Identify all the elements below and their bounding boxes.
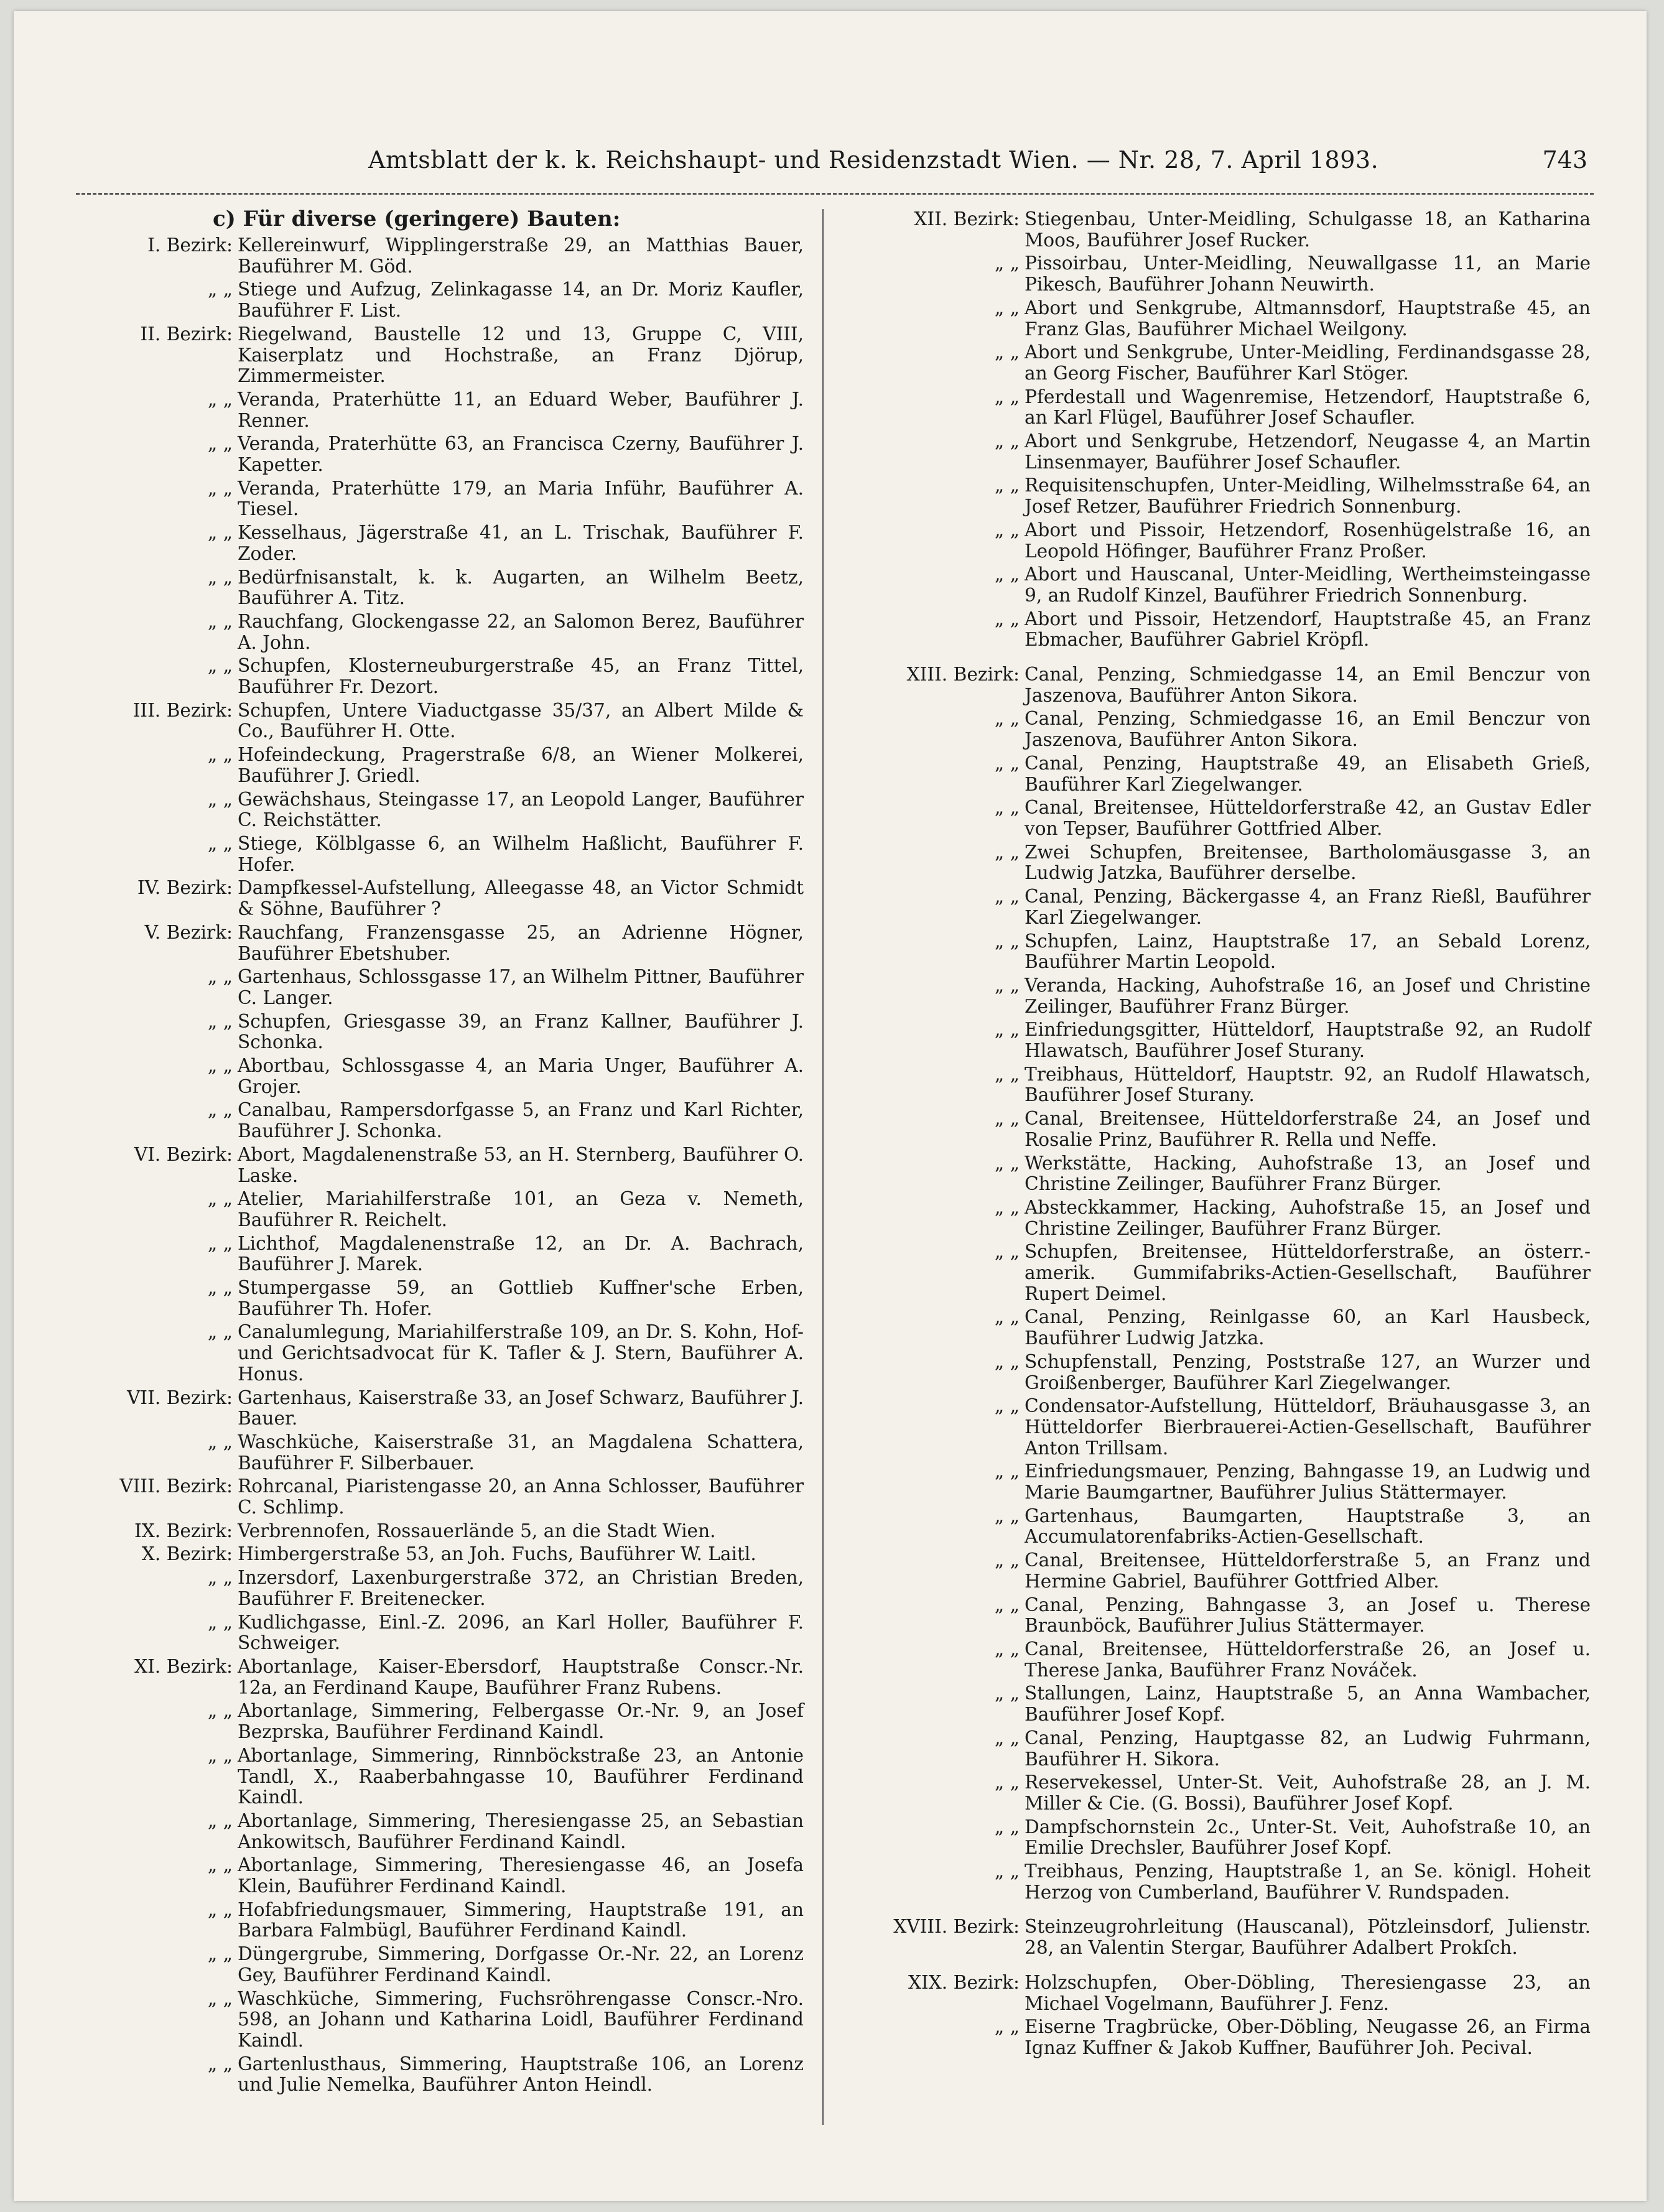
entry-text: Inzersdorf, Laxenburgerstraße 372, an Christian Breden, Bauführer F. Breitenecker. <box>238 1567 804 1609</box>
district-label: „ „ <box>994 1594 1020 1615</box>
district-label: X. Bezirk: <box>141 1543 233 1565</box>
entry-text: Steinzeugrohrleitung (Hauscanal), Pötzleinsdorf, Julienstr. 28, an Valentin Stergar, Bauführer Adalbert Prokſch. <box>1025 1916 1591 1959</box>
list-item <box>63 922 804 964</box>
entry-text: Stiege, Kölblgasse 6, an Wilhelm Haßlicht, Bauführer F. Hofer. <box>238 832 804 875</box>
district-label: III. Bezirk: <box>132 699 233 721</box>
list-item <box>63 523 804 564</box>
list-item <box>63 1234 804 1275</box>
list-item <box>850 1595 1591 1637</box>
entry-text: Gewächshaus, Steingasse 17, an Leopold Langer, Bauführer C. Reichstätter. <box>238 788 804 831</box>
entry-text: Abortbau, Schlossgasse 4, an Maria Unger, Bauführer A. Grojer. <box>238 1055 804 1097</box>
list-item <box>850 1197 1591 1239</box>
district-label: „ „ <box>207 1321 233 1343</box>
district-label: XII. Bezirk: <box>914 208 1020 230</box>
entry-text: Riegelwand, Baustelle 12 und 13, Gruppe C, VIII, Kaiserplatz und Hochstraße, an Franz Djörup, Zimmermeister. <box>238 323 804 387</box>
entry-text: Waschküche, Kaiserstraße 31, an Magdalena Schattera, Bauführer F. Silberbauer. <box>238 1431 804 1474</box>
district-label: „ „ <box>994 1550 1020 1571</box>
list-item <box>63 389 804 431</box>
entry-text: Abortanlage, Kaiser-Ebersdorf, Hauptstraße Conscr.-Nr. 12a, an Ferdinand Kaupe, Bauführer Franz Rubens. <box>238 1656 804 1698</box>
district-label: „ „ <box>207 1099 233 1121</box>
entry-text: Canal, Breitensee, Hütteldorferstraße 24, an Josef und Rosalie Prinz, Bauführer R. Rella und Neffe. <box>1025 1108 1591 1150</box>
list-item <box>63 434 804 475</box>
entry-text: Canal, Penzing, Hauptgasse 82, an Ludwig Fuhrmann, Bauführer H. Sikora. <box>1025 1727 1591 1770</box>
list-item <box>63 478 804 520</box>
district-label: „ „ <box>994 519 1020 541</box>
entry-text: Gartenlusthaus, Simmering, Hauptstraße 106, an Lorenz und Julie Nemelka, Bauführer Anton Heindl. <box>238 2053 804 2096</box>
entry-text: Canal, Breitensee, Hütteldorferstraße 42, an Gustav Edler von Tepser, Bauführer Gottfried Alber. <box>1025 797 1591 839</box>
entry-text: Eiserne Tragbrücke, Ober-Döbling, Neugasse 26, an Firma Ignaz Kuffner & Jakob Kuffner, Bauführer Joh. Pecival. <box>1025 2016 1591 2058</box>
list-item <box>850 1550 1591 1592</box>
entry-text: Dampfschornstein 2c., Unter-St. Veit, Auhofstraße 10, an Emilie Drechsler, Bauführer Josef Kopf. <box>1025 1816 1591 1859</box>
list-item <box>850 842 1591 884</box>
list-item <box>63 834 804 875</box>
entry-text: Gartenhaus, Kaiserstraße 33, an Josef Schwarz, Bauführer J. Bauer. <box>238 1387 804 1429</box>
district-label: „ „ <box>994 708 1020 730</box>
page-header <box>76 139 1594 188</box>
entry-text: Schupfen, Klosterneuburgerstraße 45, an Franz Tittel, Bauführer Fr. Dezort. <box>238 655 804 698</box>
district-label: „ „ <box>994 564 1020 585</box>
entry-text: Abortanlage, Simmering, Theresiengasse 46, an Josefa Klein, Bauführer Ferdinand Kaindl. <box>238 1854 804 1897</box>
entry-text: Schupfen, Lainz, Hauptstraße 17, an Sebald Lorenz, Bauführer Martin Leopold. <box>1025 930 1591 973</box>
district-label: IV. Bezirk: <box>137 877 233 899</box>
entry-text: Canalumlegung, Mariahilferstraße 109, an Dr. S. Kohn, Hof- und Gerichtsadvocat für K. Tafler & J. Stern, Bauführer A. Honus. <box>238 1321 804 1385</box>
district-label: „ „ <box>207 1898 233 1920</box>
district-label: „ „ <box>994 342 1020 363</box>
entry-text: Abort und Pissoir, Hetzendorf, Rosenhügelstraße 16, an Leopold Höfinger, Bauführer Franz Proßer. <box>1025 519 1591 562</box>
list-item <box>63 1855 804 1897</box>
list-item <box>63 235 804 277</box>
entry-text: Himbergerstraße 53, an Joh. Fuchs, Bauführer W. Laitl. <box>238 1543 756 1565</box>
list-item <box>850 975 1591 1017</box>
entry-text: Zwei Schupfen, Breitensee, Bartholomäusgasse 3, an Ludwig Jatzka, Bauführer derselbe. <box>1025 841 1591 884</box>
district-label: „ „ <box>207 1188 233 1210</box>
list-item <box>850 1064 1591 1106</box>
section-heading: c) Für diverse (geringere) Bauten: <box>213 207 621 231</box>
district-label: „ „ <box>207 1010 233 1032</box>
district-label: „ „ <box>994 1306 1020 1328</box>
district-label: „ „ <box>994 2016 1020 2038</box>
district-label: „ „ <box>994 1350 1020 1372</box>
entry-text: Abortanlage, Simmering, Rinnböckstraße 23, an Antonie Tandl, X., Raaberbahngasse 10, Bauführer Ferdinand Kaindl. <box>238 1744 804 1808</box>
newspaper-page <box>14 11 1647 2201</box>
entry-text: Abort und Senkgrube, Unter-Meidling, Ferdinandsgasse 28, an Georg Fischer, Bauführer Karl Stöger. <box>1025 342 1591 384</box>
list-item <box>850 1307 1591 1349</box>
district-label: „ „ <box>207 1431 233 1452</box>
entry-text: Abortanlage, Simmering, Theresiengasse 25, an Sebastian Ankowitsch, Bauführer Ferdinand Kaindl. <box>238 1810 804 1852</box>
district-label: „ „ <box>994 1816 1020 1838</box>
list-item <box>63 611 804 653</box>
list-item <box>63 1145 804 1186</box>
district-label: „ „ <box>207 1810 233 1831</box>
entry-text: Canal, Penzing, Bahngasse 3, an Josef u. Therese Braunböck, Bauführer Julius Stättermayer. <box>1025 1594 1591 1637</box>
entry-text: Bedürfnisanstalt, k. k. Augarten, an Wilhelm Beetz, Bauführer A. Titz. <box>238 566 804 609</box>
district-label: „ „ <box>207 610 233 632</box>
entry-text: Abortanlage, Simmering, Felbergasse Or.-Nr. 9, an Josef Bezprska, Bauführer Ferdinand Kaindl. <box>238 1700 804 1743</box>
list-item <box>850 1683 1591 1725</box>
entry-text: Veranda, Praterhütte 63, an Francisca Czerny, Bauführer J. Kapetter. <box>238 433 804 476</box>
entry-text: Pissoirbau, Unter-Meidling, Neuwallgasse 11, an Marie Pikesch, Bauführer Johann Neuwirth. <box>1025 253 1591 295</box>
district-label: IX. Bezirk: <box>134 1520 233 1541</box>
list-item <box>63 1189 804 1230</box>
district-label: „ „ <box>207 744 233 766</box>
entry-text: Lichthof, Magdalenenstraße 12, an Dr. A. Bachrach, Bauführer J. Marek. <box>238 1232 804 1275</box>
list-item <box>63 1612 804 1654</box>
entry-text: Requisitenschupfen, Unter-Meidling, Wilhelmsstraße 64, an Josef Retzer, Bauführer Friedrich Sonnenburg. <box>1025 475 1591 518</box>
district-label: „ „ <box>994 608 1020 630</box>
district-label: „ „ <box>207 279 233 300</box>
column-divider <box>822 209 824 2125</box>
district-label: XI. Bezirk: <box>134 1656 233 1677</box>
list-item <box>850 664 1591 706</box>
list-item <box>850 253 1591 295</box>
entry-text: Schupfen, Griesgasse 39, an Franz Kallner, Bauführer J. Schonka. <box>238 1010 804 1053</box>
district-label: „ „ <box>994 930 1020 952</box>
entry-text: Werkstätte, Hacking, Auhofstraße 13, an Josef und Christine Zeilinger, Bauführer Franz Bürger. <box>1025 1152 1591 1195</box>
district-label: „ „ <box>207 1943 233 1965</box>
entry-text: Abort und Hauscanal, Unter-Meidling, Wertheimsteingasse 9, an Rudolf Kinzel, Bauführer Friedrich Sonnenburg. <box>1025 564 1591 606</box>
entry-text: Canal, Penzing, Hauptstraße 49, an Elisabeth Grieß, Bauführer Karl Ziegelwanger. <box>1025 752 1591 795</box>
district-label: XVIII. Bezirk: <box>893 1916 1020 1938</box>
district-label: „ „ <box>994 797 1020 819</box>
district-label: „ „ <box>994 430 1020 452</box>
district-label: „ „ <box>207 788 233 810</box>
list-item <box>850 1639 1591 1681</box>
district-label: „ „ <box>994 1019 1020 1041</box>
district-label: „ „ <box>207 1700 233 1722</box>
entry-text: Schupfen, Untere Viaductgasse 35/37, an Albert Milde & Co., Bauführer H. Otte. <box>238 699 804 742</box>
list-item <box>63 700 804 742</box>
entry-text: Treibhaus, Penzing, Hauptstraße 1, an Se. königl. Hoheit Herzog von Cumberland, Bauführer V. Rundspaden. <box>1025 1861 1591 1903</box>
list-item <box>63 1432 804 1474</box>
entry-text: Reservekessel, Unter-St. Veit, Auhofstraße 28, an J. M. Miller & Cie. (G. Bossi), Bauführer Josef Kopf. <box>1025 1772 1591 1814</box>
entry-text: Canal, Breitensee, Hütteldorferstraße 26, an Josef u. Therese Janka, Bauführer Franz Nováček. <box>1025 1638 1591 1681</box>
entry-text: Schupfenstall, Penzing, Poststraße 127, an Wurzer und Groißenberger, Bauführer Karl Ziegelwanger. <box>1025 1350 1591 1393</box>
district-label: „ „ <box>994 1638 1020 1660</box>
list-item <box>63 1322 804 1385</box>
list-item <box>63 656 804 697</box>
list-item <box>850 1461 1591 1503</box>
list-item <box>63 967 804 1008</box>
district-label: „ „ <box>207 2053 233 2075</box>
entry-text: Rohrcanal, Piaristengasse 20, an Anna Schlosser, Bauführer C. Schlimp. <box>238 1475 804 1518</box>
list-item <box>63 324 804 387</box>
list-item <box>850 1861 1591 1903</box>
district-label: „ „ <box>207 1277 233 1299</box>
district-label: „ „ <box>207 388 233 410</box>
list-item <box>850 387 1591 429</box>
district-label: „ „ <box>994 1772 1020 1793</box>
entry-text: Condensator-Aufstellung, Hütteldorf, Bräuhausgasse 3, an Hütteldorfer Bierbrauerei-Actien-Gesellschaft, Bauführer Anton Trillsam. <box>1025 1395 1591 1459</box>
district-label: „ „ <box>994 841 1020 863</box>
list-item <box>850 475 1591 517</box>
entry-text: Stiege und Aufzug, Zelinkagasse 14, an Dr. Moriz Kaufler, Bauführer F. List. <box>238 279 804 322</box>
list-item <box>850 564 1591 606</box>
list-item <box>850 209 1591 251</box>
list-item <box>63 1521 804 1542</box>
list-item <box>850 1020 1591 1061</box>
entry-text: Rauchfang, Glockengasse 22, an Salomon Berez, Bauführer A. John. <box>238 610 804 653</box>
entry-text: Abort, Magdalenenstraße 53, an H. Sternberg, Bauführer O. Laske. <box>238 1143 804 1186</box>
list-item <box>850 886 1591 928</box>
list-item <box>850 1772 1591 1814</box>
list-item <box>63 1011 804 1053</box>
list-item <box>850 1917 1591 1958</box>
district-label: „ „ <box>994 1063 1020 1085</box>
district-label: „ „ <box>207 1744 233 1766</box>
entry-text: Atelier, Mariahilferstraße 101, an Geza v. Nemeth, Bauführer R. Reichelt. <box>238 1188 804 1230</box>
list-item <box>850 1973 1591 2014</box>
district-label: „ „ <box>207 1055 233 1077</box>
entry-text: Gartenhaus, Baumgarten, Hauptstraße 3, an Accumulatorenfabriks-Actien-Gesellschaft. <box>1025 1505 1591 1548</box>
entry-text: Canal, Penzing, Schmiedgasse 14, an Emil Benczur von Jaszenova, Bauführer Anton Sikora. <box>1025 664 1591 706</box>
entry-text: Einfriedungsmauer, Penzing, Bahngasse 19, an Ludwig und Marie Baumgartner, Bauführer Julius Stättermayer. <box>1025 1461 1591 1503</box>
district-label: „ „ <box>994 1461 1020 1482</box>
list-item <box>63 1657 804 1698</box>
district-label: „ „ <box>994 974 1020 996</box>
list-item <box>63 1100 804 1141</box>
list-item <box>63 279 804 321</box>
entry-text: Absteckkammer, Hacking, Auhofstraße 15, an Josef und Christine Zeilinger, Bauführer Franz Bürger. <box>1025 1196 1591 1239</box>
district-label: „ „ <box>994 386 1020 407</box>
list-item <box>850 1352 1591 1393</box>
district-label: „ „ <box>207 566 233 588</box>
right-column <box>850 209 1591 2061</box>
entry-text: Abort und Senkgrube, Hetzendorf, Neugasse 4, an Martin Linsenmayer, Bauführer Josef Schaufler. <box>1025 430 1591 473</box>
list-item <box>850 1242 1591 1304</box>
entry-text: Hofabfriedungsmauer, Simmering, Hauptstraße 191, an Barbara Falmbügl, Bauführer Ferdinand Kaindl. <box>238 1898 804 1941</box>
district-label: „ „ <box>207 477 233 499</box>
list-item <box>850 609 1591 651</box>
list-item <box>850 1728 1591 1770</box>
entry-text: Canal, Penzing, Reinlgasse 60, an Karl Hausbeck, Bauführer Ludwig Jatzka. <box>1025 1306 1591 1349</box>
left-column <box>63 209 804 2098</box>
entry-text: Kellereinwurf, Wipplingerstraße 29, an Matthias Bauer, Bauführer M. Göd. <box>238 235 804 277</box>
list-item <box>63 1544 804 1565</box>
district-label: XIX. Bezirk: <box>908 1971 1020 1993</box>
list-item <box>850 797 1591 839</box>
list-item <box>850 431 1591 473</box>
district-label: „ „ <box>994 253 1020 274</box>
list-item <box>63 567 804 609</box>
district-label: „ „ <box>994 752 1020 774</box>
list-item <box>63 2054 804 2096</box>
list-item <box>63 789 804 831</box>
district-label: I. Bezirk: <box>147 235 233 256</box>
district-label: „ „ <box>994 297 1020 318</box>
list-item <box>63 1476 804 1518</box>
district-label: „ „ <box>994 1196 1020 1218</box>
entry-text: Verbrennofen, Rossauerlände 5, an die Stadt Wien. <box>238 1520 716 1541</box>
list-item <box>63 1388 804 1429</box>
entry-text: Abort und Pissoir, Hetzendorf, Hauptstraße 45, an Franz Ebmacher, Bauführer Gabriel Kröpfl. <box>1025 608 1591 651</box>
district-label: „ „ <box>207 433 233 455</box>
list-item <box>63 1701 804 1742</box>
district-label: „ „ <box>994 1683 1020 1704</box>
entry-text: Dampfkessel-Aufstellung, Alleegasse 48, an Victor Schmidt & Söhne, Bauführer ? <box>238 877 804 920</box>
entry-text: Canal, Penzing, Schmiedgasse 16, an Emil Benczur von Jaszenova, Bauführer Anton Sikora. <box>1025 708 1591 751</box>
list-item <box>63 1745 804 1808</box>
list-item <box>850 1153 1591 1195</box>
district-label: „ „ <box>207 832 233 854</box>
entry-text: Waschküche, Simmering, Fuchsröhrengasse Conscr.-Nro. 598, an Johann und Katharina Loidl, Bauführer Ferdinand Kaindl. <box>238 1987 804 2051</box>
list-item <box>63 1056 804 1097</box>
list-item <box>63 1989 804 2052</box>
district-label: „ „ <box>207 1232 233 1254</box>
district-label: „ „ <box>207 1987 233 2009</box>
list-item <box>63 1811 804 1852</box>
district-label: „ „ <box>994 1505 1020 1527</box>
list-item <box>850 298 1591 340</box>
entry-text: Pferdestall und Wagenremise, Hetzendorf, Hauptstraße 6, an Karl Flügel, Bauführer Josef Schaufler. <box>1025 386 1591 429</box>
entry-text: Schupfen, Breitensee, Hütteldorferstraße, an österr.-amerik. Gummifabriks-Actien-Gesellschaft, Bauführer Rupert Deimel. <box>1025 1241 1591 1304</box>
entry-text: Veranda, Hacking, Auhofstraße 16, an Josef und Christine Zeilinger, Bauführer Franz Bürger. <box>1025 974 1591 1017</box>
list-item <box>850 931 1591 973</box>
entry-text: Canal, Penzing, Bäckergasse 4, an Franz Rießl, Bauführer Karl Ziegelwanger. <box>1025 886 1591 928</box>
page-number: 743 <box>1542 146 1587 174</box>
entry-text: Rauchfang, Franzensgasse 25, an Adrienne Högner, Bauführer Ebetshuber. <box>238 921 804 964</box>
district-label: VI. Bezirk: <box>134 1143 233 1165</box>
entry-text: Veranda, Praterhütte 11, an Eduard Weber, Bauführer J. Renner. <box>238 388 804 431</box>
district-label: „ „ <box>994 886 1020 908</box>
list-item <box>63 745 804 786</box>
header-title: Amtsblatt der k. k. Reichshaupt- und Residenzstadt Wien. — Nr. 28, 7. April 1893. <box>368 146 1379 174</box>
entry-text: Canalbau, Rampersdorfgasse 5, an Franz und Karl Richter, Bauführer J. Schonka. <box>238 1099 804 1142</box>
entry-text: Stiegenbau, Unter-Meidling, Schulgasse 18, an Katharina Moos, Bauführer Josef Rucker. <box>1025 208 1591 251</box>
entry-text: Einfriedungsgitter, Hütteldorf, Hauptstraße 92, an Rudolf Hlawatsch, Bauführer Josef Sturany. <box>1025 1019 1591 1062</box>
list-item <box>850 342 1591 384</box>
list-item <box>63 1900 804 1941</box>
district-label: „ „ <box>994 1727 1020 1749</box>
list-item <box>850 520 1591 562</box>
list-item <box>850 753 1591 795</box>
list-item <box>850 1108 1591 1150</box>
district-label: „ „ <box>207 1854 233 1876</box>
district-label: „ „ <box>994 1152 1020 1174</box>
list-item <box>850 1396 1591 1459</box>
district-label: VIII. Bezirk: <box>119 1475 233 1497</box>
list-item <box>63 1278 804 1319</box>
district-label: „ „ <box>207 522 233 544</box>
header-rule <box>76 193 1594 195</box>
entry-text: Canal, Breitensee, Hütteldorferstraße 5, an Franz und Hermine Gabriel, Bauführer Gottfried Alber. <box>1025 1550 1591 1592</box>
list-item <box>850 2017 1591 2058</box>
entry-text: Kudlichgasse, Einl.-Z. 2096, an Karl Holler, Bauführer F. Schweiger. <box>238 1611 804 1654</box>
entry-text: Hofeindeckung, Pragerstraße 6/8, an Wiener Molkerei, Bauführer J. Griedl. <box>238 744 804 786</box>
list-item <box>63 878 804 919</box>
entry-text: Gartenhaus, Schlossgasse 17, an Wilhelm Pittner, Bauführer C. Langer. <box>238 966 804 1008</box>
list-item <box>63 1944 804 1986</box>
district-label: „ „ <box>994 1241 1020 1263</box>
district-label: „ „ <box>207 1611 233 1633</box>
entry-text: Stallungen, Lainz, Hauptstraße 5, an Anna Wambacher, Bauführer Josef Kopf. <box>1025 1683 1591 1726</box>
district-label: „ „ <box>207 966 233 988</box>
district-label: XIII. Bezirk: <box>906 664 1020 685</box>
entry-text: Treibhaus, Hütteldorf, Hauptstr. 92, an Rudolf Hlawatsch, Bauführer Josef Sturany. <box>1025 1063 1591 1106</box>
list-item <box>63 1568 804 1609</box>
entry-text: Veranda, Praterhütte 179, an Maria Inführ, Bauführer A. Tiesel. <box>238 477 804 520</box>
district-label: „ „ <box>994 1861 1020 1882</box>
entry-text: Düngergrube, Simmering, Dorfgasse Or.-Nr. 22, an Lorenz Gey, Bauführer Ferdinand Kaindl. <box>238 1943 804 1986</box>
district-label: „ „ <box>994 1108 1020 1130</box>
district-label: „ „ <box>994 1395 1020 1417</box>
district-label: „ „ <box>207 1567 233 1589</box>
district-label: „ „ <box>994 475 1020 496</box>
entry-text: Abort und Senkgrube, Altmannsdorf, Hauptstraße 45, an Franz Glas, Bauführer Michael Weilgony. <box>1025 297 1591 340</box>
entry-text: Holzschupfen, Ober-Döbling, Theresiengasse 23, an Michael Vogelmann, Bauführer J. Fenz. <box>1025 1971 1591 2014</box>
district-label: V. Bezirk: <box>144 921 233 943</box>
district-label: II. Bezirk: <box>140 323 233 345</box>
list-item <box>850 1817 1591 1859</box>
entry-text: Kesselhaus, Jägerstraße 41, an L. Trischak, Bauführer F. Zoder. <box>238 522 804 564</box>
district-label: „ „ <box>207 655 233 677</box>
list-item <box>850 1506 1591 1548</box>
list-item <box>850 709 1591 750</box>
district-label: VII. Bezirk: <box>127 1387 233 1408</box>
entry-text: Stumpergasse 59, an Gottlieb Kuffner'sche Erben, Bauführer Th. Hofer. <box>238 1277 804 1319</box>
